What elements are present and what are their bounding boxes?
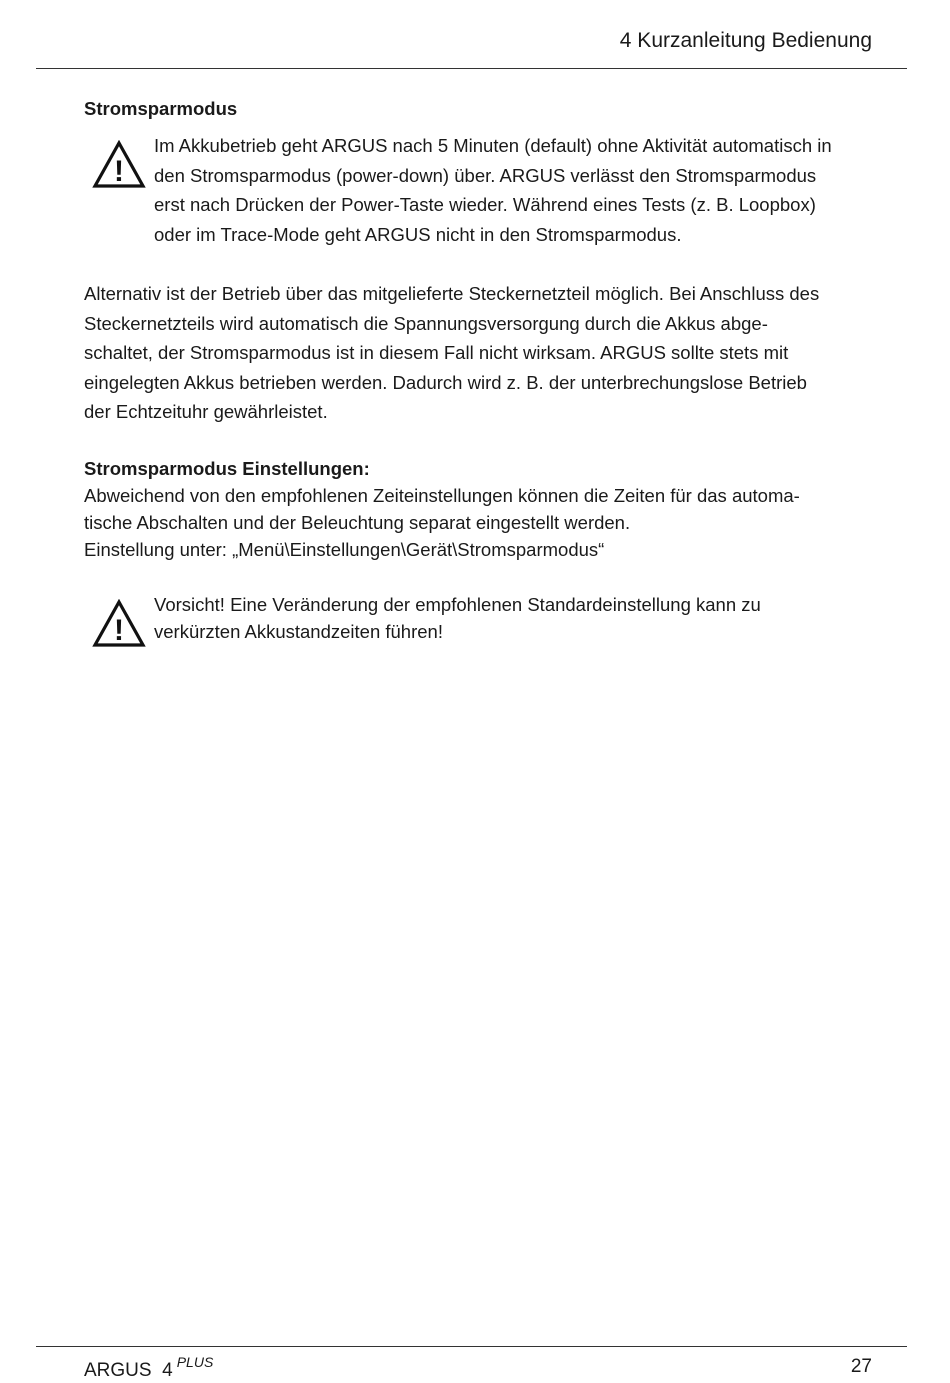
text-line: Im Akkubetrieb geht ARGUS nach 5 Minuten (default) ohne Aktivität automatisch in [154,135,832,156]
svg-text:!: ! [114,614,124,647]
footer-product-name [84,1354,214,1383]
product-name: ARGUS 4 [84,1360,173,1381]
text-line: Vorsicht! Eine Veränderung der empfohlenen Standardeinstellung kann zu [154,594,761,615]
text-line: tische Abschalten und der Beleuchtung separat eingestellt werden. [84,512,631,533]
text-line: Abweichend von den empfohlenen Zeiteinstellungen können die Zeiten für das automa- [84,485,800,506]
paragraph-power-supply [84,279,819,427]
text-line: der Echtzeituhr gewährleistet. [84,401,328,422]
svg-text:!: ! [114,155,124,188]
text-line: oder im Trace-Mode geht ARGUS nicht in den Stromsparmodus. [154,223,682,245]
settings-menu-path: Einstellung unter: „Menü\Einstellungen\Gerät\Stromsparmodus“ [84,539,605,560]
running-header: 4 Kurzanleitung Bedienung [619,29,872,52]
text-line: verkürzten Akkustandzeiten führen! [154,621,443,642]
section-heading-stromsparmodus: Stromsparmodus [84,98,238,119]
warning-triangle-icon [92,599,146,647]
paragraph-settings [84,482,800,563]
text-line: eingelegten Akkus betrieben werden. Dadurch wird z. B. der unterbrechungslose Betrieb [84,371,807,393]
warning-triangle-icon [92,140,146,188]
text-line: schaltet, der Stromsparmodus ist in diesem Fall nicht wirksam. ARGUS sollte stets mit [84,342,789,363]
text-line: Steckernetzteils wird automatisch die Spannungsversorgung durch die Akkus abge- [84,312,768,334]
footer-divider [36,1346,907,1347]
page-number: 27 [850,1356,872,1377]
text-line: Alternativ ist der Betrieb über das mitgelieferte Steckernetzteil möglich. Bei Anschluss des [84,283,820,304]
warning-text-caution [154,591,761,645]
text-line: den Stromsparmodus (power-down) über. ARGUS verlässt den Stromsparmodus [154,164,817,186]
product-suffix: PLUS [176,1354,214,1370]
text-line: erst nach Drücken der Power-Taste wieder. Während eines Tests (z. B. Loopbox) [154,194,816,215]
warning-text-power-down [154,131,832,249]
section-heading-einstellungen: Stromsparmodus Einstellungen: [84,458,370,479]
header-divider [36,68,907,69]
